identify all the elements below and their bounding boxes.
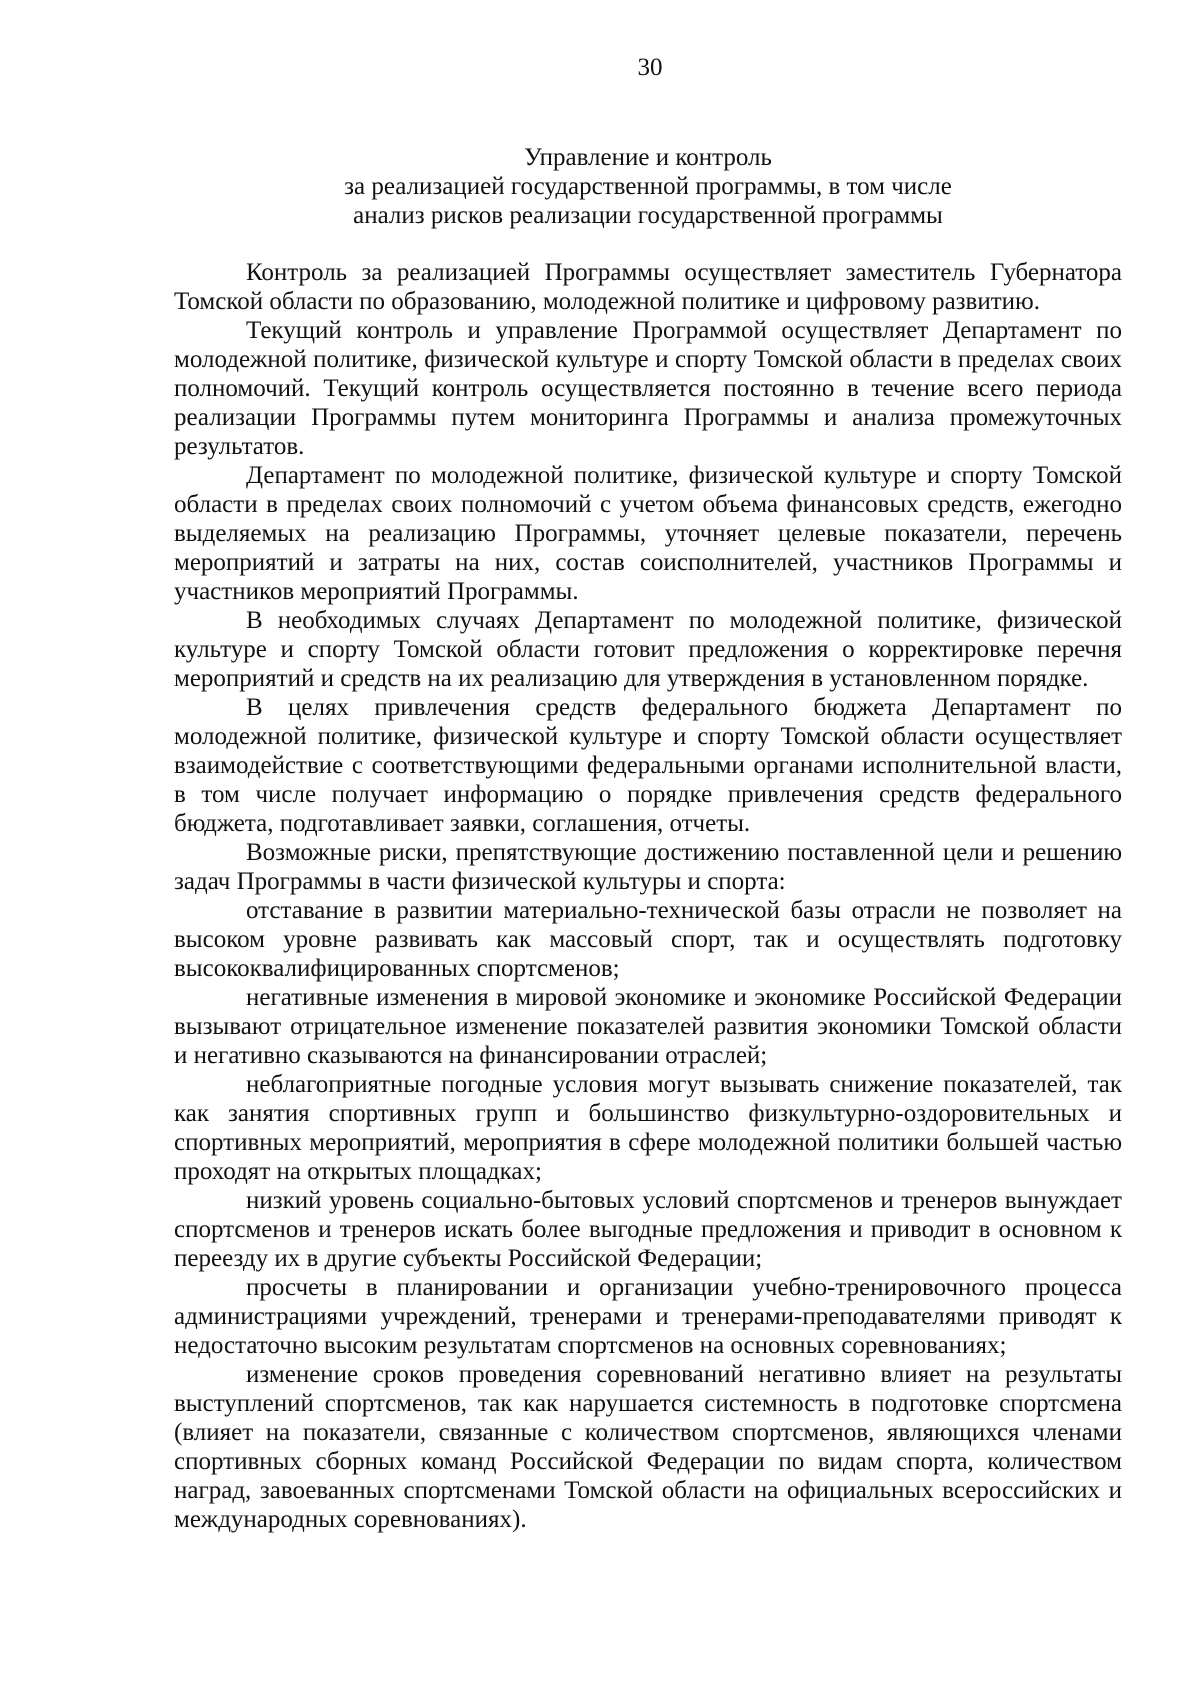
risk-item-economy: негативные изменения в мировой экономике и экономике Российской Федерации вызывают отрицательное изменение показателей развития экономики Томской области и негативно сказываются на финансировании отраслей; xyxy=(174,984,1122,1069)
risk-item-infrastructure: отставание в развитии материально-технической базы отрасли не позволяет на высоком уровне развивать как массовый спорт, так и осуществлять подготовку высококвалифицированных спортсменов; xyxy=(174,897,1122,982)
paragraph-corrections: В необходимых случаях Департамент по молодежной политике, физической культуре и спорту Томской области готовит предложения о корректировке перечня мероприятий и средств на их реализацию для утверждения в установленном порядке. xyxy=(174,607,1122,692)
heading-line-2: за реализацией государственной программы, в том числе xyxy=(344,173,952,200)
body-text xyxy=(174,258,1122,1534)
heading-line-3: анализ рисков реализации государственной программы xyxy=(353,202,943,229)
paragraph-department-duties: Департамент по молодежной политике, физической культуре и спорту Томской области в пределах своих полномочий с учетом объема финансовых средств, ежегодно выделяемых на реализацию Программы, уточняет целевые показатели, перечень мероприятий и затраты на них, состав соисполнителей, участников Программы и участников мероприятий Программы. xyxy=(174,462,1122,605)
paragraph-control: Контроль за реализацией Программы осуществляет заместитель Губернатора Томской области по образованию, молодежной политике и цифровому развитию. xyxy=(174,259,1122,315)
paragraph-federal-funds: В целях привлечения средств федерального бюджета Департамент по молодежной политике, физической культуре и спорту Томской области осуществляет взаимодействие с соответствующими федеральными органами исполнительной власти, в том числе получает информацию о порядке привлечения средств федерального бюджета, подготавливает заявки, соглашения, отчеты. xyxy=(174,694,1122,837)
heading-line-1: Управление и контроль xyxy=(524,144,772,171)
risk-item-weather: неблагоприятные погодные условия могут вызывать снижение показателей, так как занятия спортивных групп и большинство физкультурно-оздоровительных и спортивных мероприятий, мероприятия в сфере молодежной политики большей частью проходят на открытых площадках; xyxy=(174,1071,1122,1185)
paragraph-current-control: Текущий контроль и управление Программой осуществляет Департамент по молодежной политике, физической культуре и спорту Томской области в пределах своих полномочий. Текущий контроль осуществляется постоянно в течение всего периода реализации Программы путем мониторинга Программы и анализа промежуточных результатов. xyxy=(174,317,1122,460)
risk-item-living-conditions: низкий уровень социально-бытовых условий спортсменов и тренеров вынуждает спортсменов и тренеров искать более выгодные предложения и приводит в основном к переезду их в другие субъекты Российской Федерации; xyxy=(174,1187,1122,1272)
page-number: 30 xyxy=(637,54,663,81)
risk-item-schedule-changes: изменение сроков проведения соревнований негативно влияет на результаты выступлений спортсменов, так как нарушается системность в подготовке спортсмена (влияет на показатели, связанные с количеством спортсменов, являющихся членами спортивных сборных команд Российской Федерации по видам спорта, количеством наград, завоеванных спортсменами Томской области на официальных всероссийских и международных соревнованиях). xyxy=(174,1361,1122,1533)
risk-item-planning: просчеты в планировании и организации учебно-тренировочного процесса администрациями учреждений, тренерами и тренерами-преподавателями приводят к недостаточно высоким результатам спортсменов на основных соревнованиях; xyxy=(174,1274,1122,1359)
section-heading xyxy=(174,143,1122,230)
paragraph-risks-intro: Возможные риски, препятствующие достижению поставленной цели и решению задач Программы в части физической культуры и спорта: xyxy=(174,839,1122,895)
